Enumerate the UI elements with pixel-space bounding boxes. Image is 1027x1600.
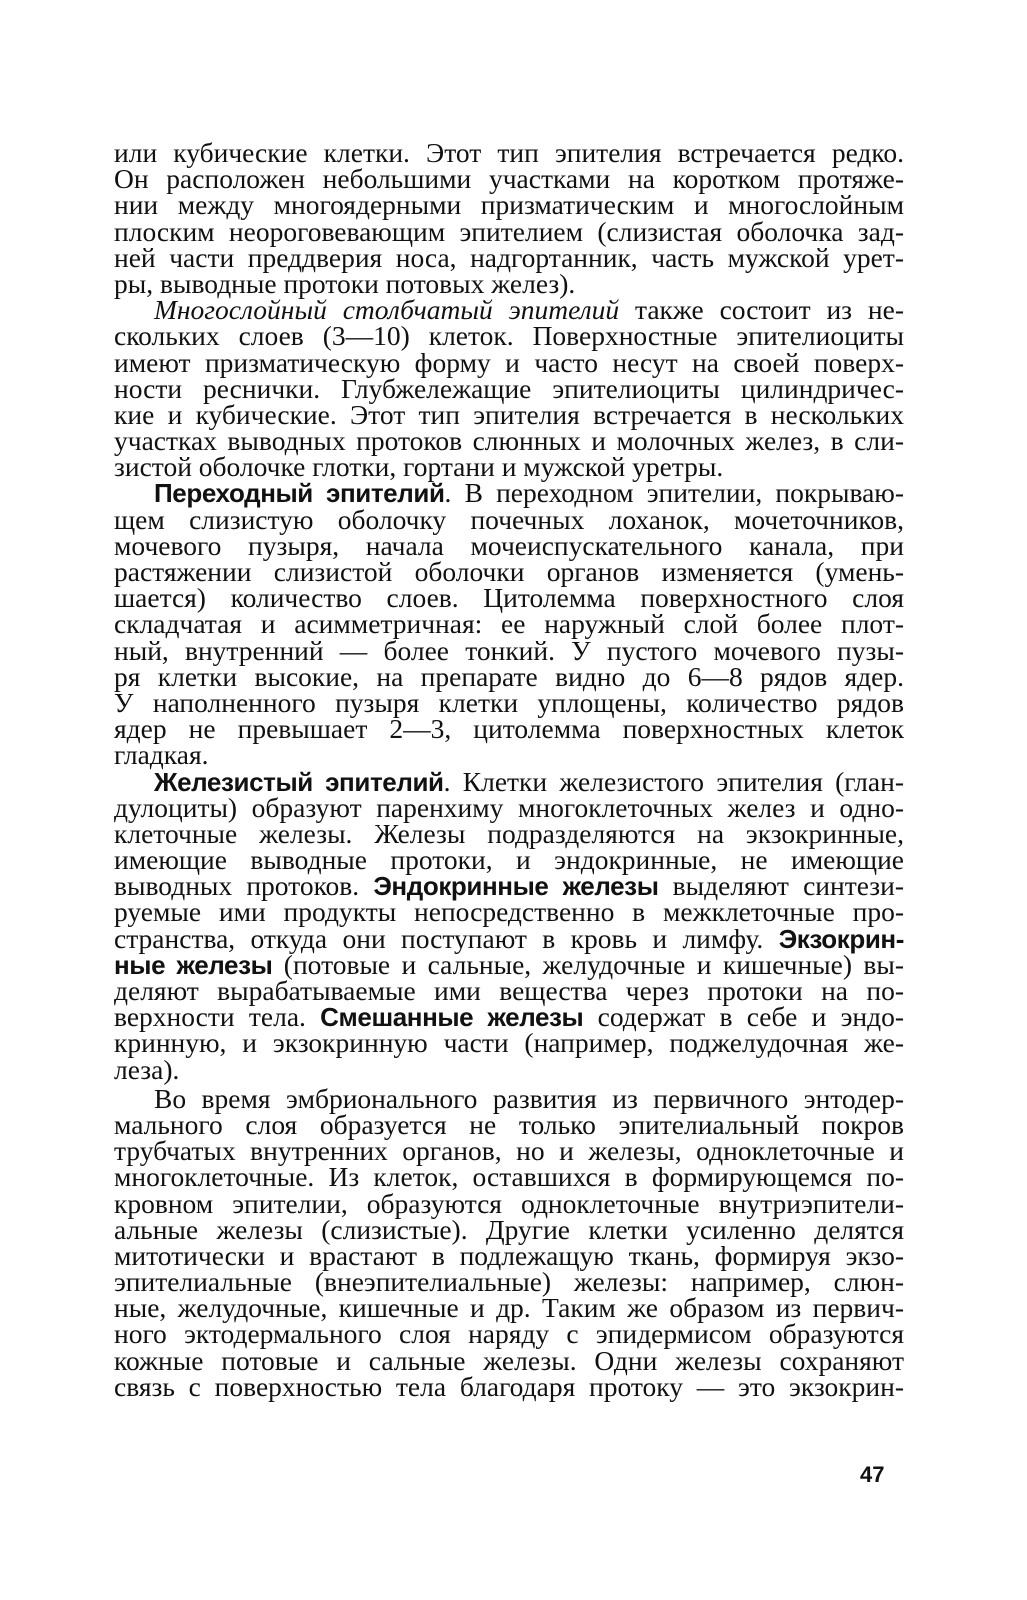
text-segment: ря клетки высокие, на препарате видно до 6—8 рядов ядер. [114,660,904,692]
text-segment: нии между многоядерными призматическим и многослойным [114,189,904,221]
text-segment: . В переходном эпителии, покрываю- [444,477,904,509]
text-segment: выводных протоков. [114,870,374,902]
text-segment: У наполненного пузыря клетки уплощены, количество рядов [114,686,904,718]
text-segment: плоским неороговевающим эпителием (слизистая оболочка зад- [114,215,904,247]
text-segment: или кубические клетки. Этот тип эпителия встречается редко. [114,137,904,168]
text-segment: складчатая и асимметричная: ее наружный слой более плот- [114,608,904,640]
text-segment: деляют вырабатываемые ими вещества через протоки на по- [114,975,904,1006]
bold-term: Смешанные железы [320,1002,584,1033]
text-segment: руемые ими продукты непосредственно в межклеточные про- [114,896,904,928]
text-segment: многоклеточные. Из клеток, оставшихся в формирующемся по- [114,1161,904,1193]
text-segment: кровном эпителии, образуются одноклеточные внутриэпители- [114,1187,904,1219]
text-segment: дулоциты) образуют паренхиму многоклеточных желез и одно- [114,791,904,823]
text-segment: верхности тела. [114,1001,321,1033]
text-line [114,1053,904,1085]
bold-term: Переходный эпителий [154,478,445,509]
text-segment: щем слизистую оболочку почечных лоханок, мочеточников, [114,503,904,535]
text-segment: ней части преддверия носа, надгортанник, часть мужской урет- [114,241,904,273]
text-segment: ный, внутренний — более тонкий. У пустого мочевого пузы- [114,634,904,666]
text-segment: растяжении слизистой оболочки органов изменяется (умень- [114,556,904,587]
text-segment: шается) количество слоев. Цитолемма поверхностного слоя [114,582,904,614]
page-number: 47 [860,1462,885,1487]
text-segment: мочевого пузыря, начала мочеиспускательного канала, при [114,529,904,561]
bold-term: ные железы [114,949,273,980]
bold-term: Эндокринные железы [373,871,659,902]
bold-term: Железистый эпителий [154,766,444,797]
text-segment: (потовые и сальные, желудочные и кишечные) вы- [272,948,905,980]
text-segment: . Клетки железистого эпителия (глан- [443,765,904,797]
text-segment: связь с поверхностью тела благодаря протоку — это экзокрин- [114,1370,904,1402]
text-segment: эпителиальные (внеэпителиальные) железы: например, слюн- [114,1266,904,1298]
italic-term: Многослойный столбчатый эпителий [154,294,620,326]
text-segment: кринную, и экзокринную части (например, поджелудочная же- [114,1027,904,1059]
text-segment: выделяют синтези- [658,870,905,902]
text-segment: ры, выводные протоки потовых желез). [114,267,576,299]
text-line [114,1370,904,1402]
text-segment: также состоит из не- [619,294,904,326]
text-segment: митотически и врастают в подлежащую ткань, формируя экзо- [114,1239,904,1271]
text-segment: имеют призматическую форму и часто несут на своей поверх- [114,346,904,378]
text-segment: странства, откуда они поступают в кровь и лимфу. [114,922,779,954]
text-segment: трубчатых внутренних органов, но и железы, одноклеточные и [114,1135,904,1167]
text-segment: альные железы (слизистые). Другие клетки усиленно делятся [114,1213,904,1245]
text-segment: скольких слоев (3—10) клеток. Поверхностные эпителиоциты [114,320,904,352]
text-segment: кожные потовые и сальные железы. Одни железы сохраняют [114,1344,904,1376]
text-segment: кие и кубические. Этот тип эпителия встречается в нескольких [114,398,904,430]
bold-term: Экзокрин- [778,923,904,954]
text-segment: Он расположен небольшими участками на коротком протяже- [114,163,904,195]
text-segment: гладкая. [114,739,209,771]
text-segment: участках выводных протоков слюнных и молочных желез, в сли- [114,425,904,457]
page-body [114,137,905,1402]
text-segment: Во время эмбрионального развития из первичного энтодер- [154,1082,904,1114]
text-segment: зистой оболочке глотки, гортани и мужской уретры. [114,451,724,483]
text-segment: клеточные железы. Железы подразделяются на экзокринные, [114,817,904,849]
text-segment: леза). [114,1053,180,1085]
text-segment: ные, желудочные, кишечные и др. Таким же образом из первич- [114,1292,904,1324]
text-segment: ности реснички. Глубжележащие эпителиоциты цилиндричес- [114,372,904,404]
text-segment: ного эктодермального слоя наряду с эпидермисом образуются [114,1318,904,1350]
text-segment: содержат в себе и эндо- [583,1001,904,1033]
text-line [114,713,904,745]
text-line [114,1027,904,1059]
text-segment: ядер не превышает 2—3, цитолемма поверхностных клеток [114,713,904,745]
text-segment: имеющие выводные протоки, и эндокринные, не имеющие [114,844,904,876]
text-segment: мального слоя образуется не только эпителиальный покров [114,1108,904,1140]
